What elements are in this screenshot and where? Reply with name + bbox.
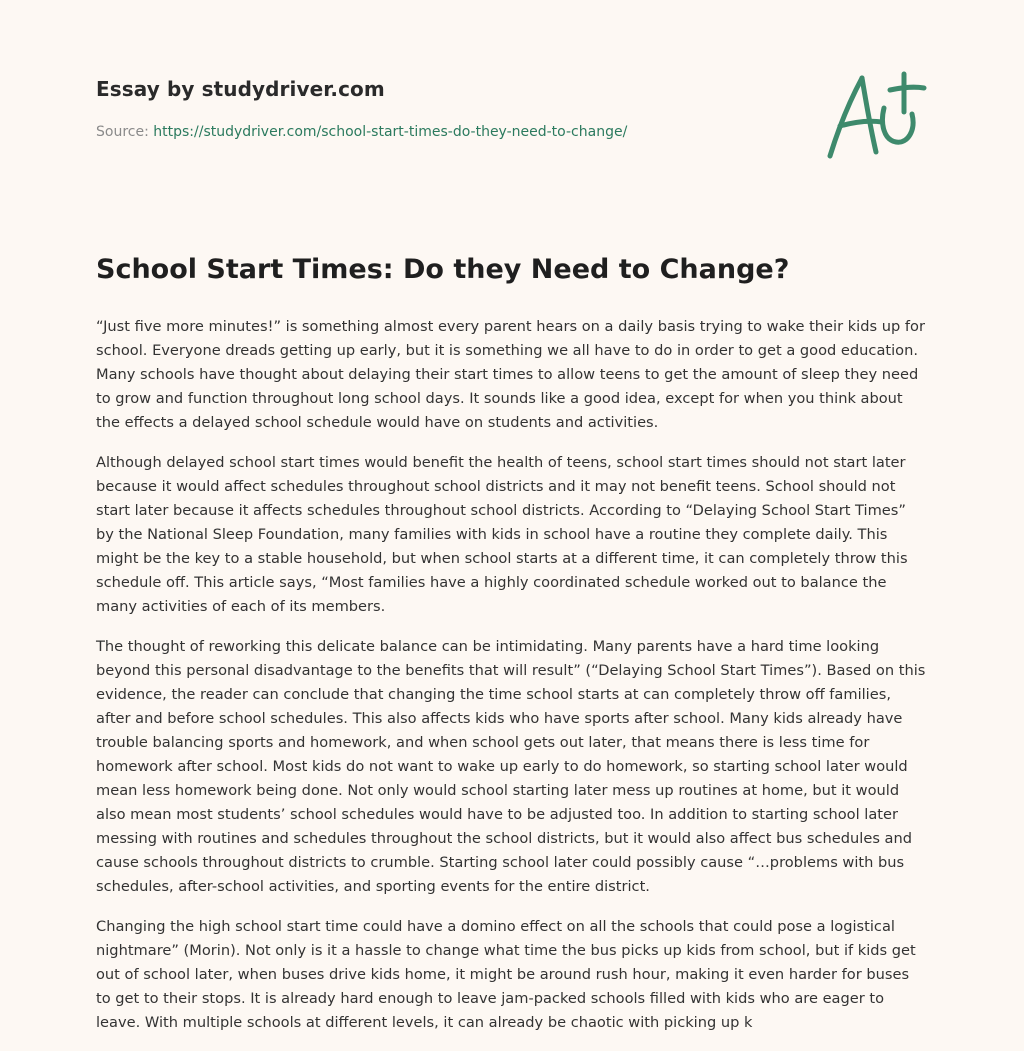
paragraph: Although delayed school start times would benefit the health of teens, school start times should not start later because it would affect schedules throughout school districts and it may not benefit teens. School should not start later because it affects schedules throughout school districts. According to “Delaying School Start Times” by the National Sleep Foundation, many families with kids in school have a routine they complete daily. This might be the key to a stable household, but when school starts at a different time, it can completely throw this schedule off. This article says, “Most families have a highly coordinated schedule worked out to balance the many activities of each of its members. <box>96 454 908 615</box>
source-link[interactable]: https://studydriver.com/school-start-times-do-they-need-to-change/ <box>153 124 628 140</box>
header <box>96 0 928 230</box>
a-plus-grade-icon <box>824 68 928 164</box>
source-label: Source: <box>96 124 154 140</box>
article-title: School Start Times: Do they Need to Change? <box>96 254 790 285</box>
paragraph: “Just five more minutes!” is something almost every parent hears on a daily basis trying to wake their kids up for school. Everyone dreads getting up early, but it is something we all have to do in order to get a good education. Many schools have thought about delaying their start times to allow teens to get the amount of sleep they need to grow and function throughout long school days. It sounds like a good idea, except for when you think about the effects a delayed school schedule would have on students and activities. <box>96 318 925 431</box>
source-line <box>96 124 627 140</box>
essay-page <box>96 0 928 1031</box>
paragraph: The thought of reworking this delicate balance can be intimidating. Many parents have a hard time looking beyond this personal disadvantage to the benefits that will result” (“Delaying School Start Times”). Based on this evidence, the reader can conclude that changing the time school starts at can completely throw off families, after and before school schedules. This also affects kids who have sports after school. Many kids already have trouble balancing sports and homework, and when school gets out later, that means there is less time for homework after school. Most kids do not want to wake up early to do homework, so starting school later would mean less homework being done. Not only would school starting later mess up routines at home, but it would also mean most students’ school schedules would have to be adjusted too. In addition to starting school later messing with routines and schedules throughout the school districts, but it would also affect bus schedules and cause schools throughout districts to crumble. Starting school later could possibly cause “…problems with bus schedules, after-school activities, and sporting events for the entire district. <box>96 638 926 895</box>
paragraph: Changing the high school start time could have a domino effect on all the schools that could pose a logistical nightmare” (Morin). Not only is it a hassle to change what time the bus picks up kids from school, but if kids get out of school later, when buses drive kids home, it might be around rush hour, making it even harder for buses to get to their stops. It is already hard enough to leave jam-packed schools filled with kids who are eager to leave. With multiple schools at different levels, it can already be chaotic with picking up k <box>96 918 916 1031</box>
brand-title: Essay by studydriver.com <box>96 77 385 101</box>
article-body <box>96 315 928 1051</box>
